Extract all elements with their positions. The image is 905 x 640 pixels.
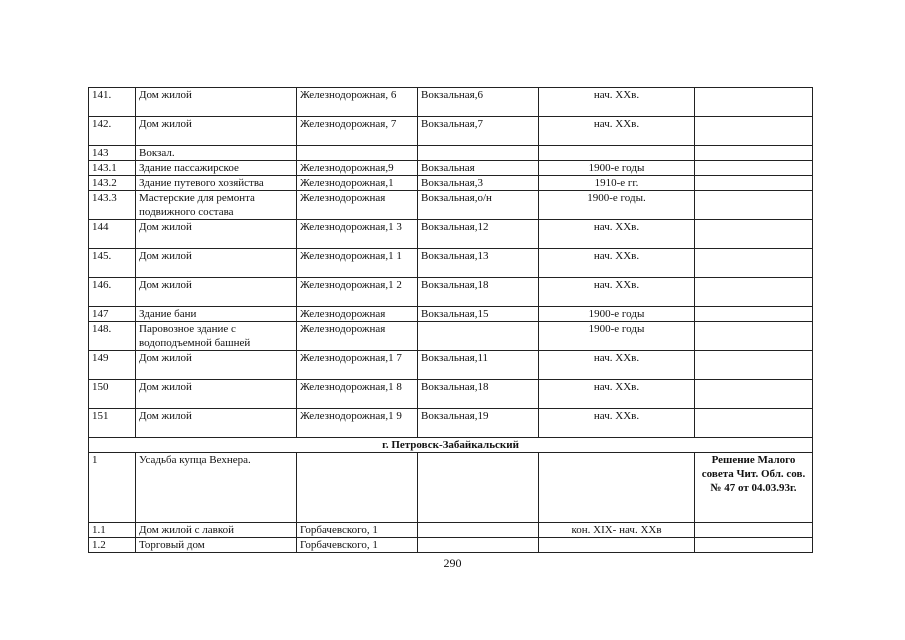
- table-row: [89, 176, 813, 191]
- object-name: Здание путевого хозяйства: [136, 176, 297, 191]
- object-name: Дом жилой с лавкой: [136, 523, 297, 538]
- historic-address: Железнодорожная, 7: [297, 117, 418, 146]
- protection-document: Решение Малого совета Чит. Обл. сов. № 47 от 04.03.93г.: [695, 453, 813, 523]
- dating: нач. XXв.: [539, 88, 695, 117]
- table-row: [89, 278, 813, 307]
- row-number: 1.1: [89, 523, 136, 538]
- table-row: [89, 117, 813, 146]
- current-address: Вокзальная,6: [418, 88, 539, 117]
- protection-document: [695, 176, 813, 191]
- object-name: Дом жилой: [136, 409, 297, 438]
- row-number: 148.: [89, 322, 136, 351]
- protection-document: [695, 322, 813, 351]
- object-name: Здание бани: [136, 307, 297, 322]
- row-number: 143.3: [89, 191, 136, 220]
- row-number: 147: [89, 307, 136, 322]
- row-number: 151: [89, 409, 136, 438]
- table-row: [89, 380, 813, 409]
- row-number: 143.1: [89, 161, 136, 176]
- current-address: [418, 538, 539, 553]
- protection-document: [695, 380, 813, 409]
- object-name: Торговый дом: [136, 538, 297, 553]
- row-number: 144: [89, 220, 136, 249]
- object-name: Паровозное здание с водоподъемной башней: [136, 322, 297, 351]
- row-number: 143: [89, 146, 136, 161]
- row-number: 143.2: [89, 176, 136, 191]
- historic-address: Железнодорожная,1 3: [297, 220, 418, 249]
- protection-document: [695, 161, 813, 176]
- historic-address: Железнодорожная,1 2: [297, 278, 418, 307]
- table-row: [89, 146, 813, 161]
- dating: 1910-е гг.: [539, 176, 695, 191]
- protection-document: [695, 146, 813, 161]
- current-address: [418, 523, 539, 538]
- current-address: [418, 322, 539, 351]
- dating: 1900-е годы: [539, 307, 695, 322]
- row-number: 1.2: [89, 538, 136, 553]
- row-number: 145.: [89, 249, 136, 278]
- dating: нач. XXв.: [539, 351, 695, 380]
- table-row: [89, 322, 813, 351]
- row-number: 150: [89, 380, 136, 409]
- dating: 1900-е годы: [539, 161, 695, 176]
- protection-document: [695, 88, 813, 117]
- row-number: 142.: [89, 117, 136, 146]
- table-row: [89, 409, 813, 438]
- dating: нач. XXв.: [539, 409, 695, 438]
- current-address: Вокзальная,19: [418, 409, 539, 438]
- current-address: Вокзальная,3: [418, 176, 539, 191]
- object-name: Здание пассажирское: [136, 161, 297, 176]
- table-row: [89, 220, 813, 249]
- object-name: Усадьба купца Вехнера.: [136, 453, 297, 523]
- historic-address: Железнодорожная: [297, 307, 418, 322]
- object-name: Мастерские для ремонта подвижного состава: [136, 191, 297, 220]
- current-address: Вокзальная,12: [418, 220, 539, 249]
- section-title: г. Петровск-Забайкальский: [89, 438, 813, 453]
- protection-document: [695, 538, 813, 553]
- protection-document: [695, 249, 813, 278]
- table-row: [89, 191, 813, 220]
- protection-document: [695, 278, 813, 307]
- section-row: [89, 438, 813, 453]
- row-number: 141.: [89, 88, 136, 117]
- protection-document: [695, 409, 813, 438]
- historic-address: [297, 146, 418, 161]
- current-address: Вокзальная: [418, 161, 539, 176]
- historic-address: Железнодорожная,1 1: [297, 249, 418, 278]
- table-row: [89, 453, 813, 523]
- dating: 1900-е годы: [539, 322, 695, 351]
- table-row: [89, 538, 813, 553]
- dating: нач. XXв.: [539, 380, 695, 409]
- historic-address: Горбачевского, 1: [297, 523, 418, 538]
- dating: [539, 453, 695, 523]
- historic-address: Железнодорожная,1 7: [297, 351, 418, 380]
- current-address: Вокзальная,11: [418, 351, 539, 380]
- historic-address: Горбачевского, 1: [297, 538, 418, 553]
- object-name: Дом жилой: [136, 380, 297, 409]
- table-row: [89, 161, 813, 176]
- historic-address: Железнодорожная,1 9: [297, 409, 418, 438]
- dating: [539, 146, 695, 161]
- historic-address: Железнодорожная,1: [297, 176, 418, 191]
- protection-document: [695, 351, 813, 380]
- current-address: Вокзальная,18: [418, 278, 539, 307]
- object-name: Дом жилой: [136, 249, 297, 278]
- current-address: Вокзальная,о/н: [418, 191, 539, 220]
- dating: нач. XXв.: [539, 220, 695, 249]
- historic-address: Железнодорожная: [297, 322, 418, 351]
- dating: нач. XXв.: [539, 249, 695, 278]
- row-number: 146.: [89, 278, 136, 307]
- current-address: Вокзальная,18: [418, 380, 539, 409]
- historic-address: Железнодорожная: [297, 191, 418, 220]
- historic-address: Железнодорожная, 6: [297, 88, 418, 117]
- dating: [539, 538, 695, 553]
- table-row: [89, 249, 813, 278]
- table-row: [89, 88, 813, 117]
- dating: нач. XXв.: [539, 278, 695, 307]
- page-number: 290: [443, 556, 462, 570]
- table-row: [89, 307, 813, 322]
- current-address: Вокзальная,7: [418, 117, 539, 146]
- row-number: 149: [89, 351, 136, 380]
- current-address: Вокзальная,13: [418, 249, 539, 278]
- protection-document: [695, 191, 813, 220]
- table-row: [89, 523, 813, 538]
- dating: 1900-е годы.: [539, 191, 695, 220]
- historic-address: [297, 453, 418, 523]
- dating: нач. XXв.: [539, 117, 695, 146]
- dating: кон. XIX- нач. XXв: [539, 523, 695, 538]
- row-number: 1: [89, 453, 136, 523]
- object-name: Дом жилой: [136, 88, 297, 117]
- protection-document: [695, 117, 813, 146]
- current-address: Вокзальная,15: [418, 307, 539, 322]
- protection-document: [695, 523, 813, 538]
- object-name: Дом жилой: [136, 278, 297, 307]
- object-name: Дом жилой: [136, 220, 297, 249]
- object-name: Вокзал.: [136, 146, 297, 161]
- current-address: [418, 146, 539, 161]
- heritage-register-table: [88, 87, 813, 553]
- historic-address: Железнодорожная,9: [297, 161, 418, 176]
- current-address: [418, 453, 539, 523]
- table-row: [89, 351, 813, 380]
- historic-address: Железнодорожная,1 8: [297, 380, 418, 409]
- object-name: Дом жилой: [136, 117, 297, 146]
- protection-document: [695, 220, 813, 249]
- protection-document: [695, 307, 813, 322]
- object-name: Дом жилой: [136, 351, 297, 380]
